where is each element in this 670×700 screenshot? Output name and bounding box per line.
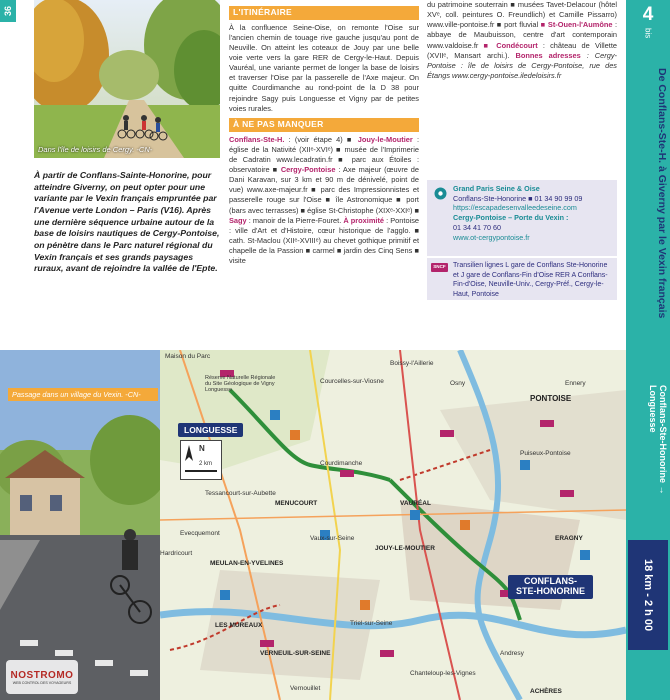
map-tag-conflans: CONFLANS-STE-HONORINE (508, 575, 593, 599)
info-line3: Cergy-Pontoise – Porte du Vexin : (453, 213, 569, 223)
place-condecourt: ■ Condécourt (483, 40, 538, 50)
a-ne-pas-manquer-heading: À NE PAS MANQUER (229, 118, 419, 132)
info-line4: 01 34 41 70 60 (453, 222, 501, 232)
intro-text: À partir de Conflans-Sainte-Honorine, pour atteindre Giverny, on peut opter pour une variante par le Vexin français empruntée par l'Avenue verte London – Paris (V16). Après une dernière séquence urbaine autour de la base de loisirs nautiques de Cergy-Pontoise, on pénètre dans le Parc naturel régional du Vexin français et ses grands paysages ruraux, avant de rejoindre la vallée de l'Epte. (34, 170, 220, 274)
scale-label: 2 km (199, 461, 213, 467)
train-info-text: Transilien lignes L gare de Conflans Ste-Honorine et J gare de Conflans-Fin d'Oise RER A Conflans-Fin-d'Oise, Neuville-Univ., Cergy-Préf., Cergy-le-Haut, Pontoise (453, 262, 608, 298)
place-sagy: Sagy (229, 215, 247, 225)
photo-cyclists-park (34, 0, 220, 158)
place-cergy: Cergy-Pontoise (280, 164, 336, 174)
publisher-logo: NOSTROMO WEB CONTROL DES VOYAGEURS (6, 660, 78, 694)
itineraire-text: À la confluence Seine-Oise, on remonte l'Oise sur l'ancien chemin de touage rive gauche jusqu'au pont de Neuville. On atteint les coteaux de Jouy par une belle voie verte vers la gare RER de Cergy-le-Haut. Depuis Vauréal, une variante permet de longer la base de loisirs et traverser l'Oise par la passerelle de l'Axe majeur. On quitte Courdimanche au rond-point de la D 38 pour rejoindre Sagy puis Longuesse et Vigny par de petites voies rurales. (229, 22, 419, 113)
photo-bottom-caption: Passage dans un village du Vexin. -CN- (8, 388, 158, 401)
stage-distance: 18 km - 2 h 00 (628, 540, 668, 650)
a-ne-pas-manquer-text: Conflans-Ste-H. : (voir étape 4) ■ Jouy-le-Moutier : église de la Nativité (XIIᵉ-XVIᵉ) ■ musée de l'Imprimerie de Cadratin www.lecadratin.fr ■ parc aux Étoiles : observatoire ■ Cergy-Pontoise : Axe majeur (œuvre de Dani Karavan, sur 3 km et 90 m de dénivelé, point de vue) www.axe-majeur.fr ■ parc des Impressionnistes et passerelle rouge sur l'Oise ■ île Astronomique ■ port (bars avec terrasses) ■ église St-Christophe (XIXᵉ-XXIᵉ) ■ Sagy : manoir de la Pierre-Fouret. À proximité : Pontoise : ville d'Art et d'Histoire, cœur historique de l'agglo. ■ cath. St-Maclou (XIIᵉ-XVIIIᵉ) au chevet gothique primitif et chapelle de la Passion ■ carmel ■ jardin des Cinq Sens ■ visite (229, 134, 420, 266)
info-line1: Conflans-Ste-Honorine ■ 01 34 90 99 09 (453, 193, 583, 203)
stage-number: 4 (642, 4, 654, 25)
stage-bis: bis (643, 28, 653, 39)
bonnes-adresses: Bonnes adresses (515, 50, 581, 60)
stage-subtitle: Conflans-Ste-Honorine → Longuesse (648, 385, 668, 495)
train-info-box (427, 258, 617, 300)
info-pin-icon (434, 187, 447, 200)
right-column: du patrimoine souterrain ■ musées Tavet-Delacour (hôtel XVᵉ, coll. peintures O. Freundlich) et Camille Pissarro) www.ville-pontoise.fr ■ port fluvial ■ St-Ouen-l'Aumône : abbaye de Maubuisson, centre d'art contemporain www.valdoise.fr ■ Condécourt : château de Villette (XVIIᵉ, Mansart archi.). Bonnes adresses : Cergy-Pontoise : île de loisirs de Cergy-Pontoise, rue des Étangs www.cergy-pontoise.iledeloisirs.fr (427, 0, 618, 80)
place-conflans: Conflans-Ste-H. (229, 134, 285, 144)
itineraire-heading: L'ITINÉRAIRE (229, 6, 419, 20)
middle-column (229, 6, 419, 266)
map-tag-longuesse: LONGUESSE (178, 423, 243, 437)
tourist-info-box (427, 180, 617, 256)
place-jouy: Jouy-le-Moutier (357, 134, 413, 144)
info-link1[interactable]: https://escapadesenvalleedeseine.com (453, 203, 577, 213)
a-proximite: À proximité (343, 215, 385, 225)
photo-caption: Dans l'île de loisirs de Cergy. -CN- (38, 145, 153, 154)
north-label: N (199, 444, 205, 453)
info-name: Grand Paris Seine & Oise (453, 184, 540, 193)
page-number: 36 (0, 0, 16, 22)
sncf-logo: SNCF (431, 263, 448, 272)
map-scale (180, 440, 222, 480)
place-st-ouen: ■ St-Ouen-l'Aumône (540, 20, 613, 30)
stage-title: De Conflans-Ste-H. à Giverny par le Vexin français (656, 67, 668, 319)
route-map: LONGUESSE CONFLANS-STE-HONORINE PONTOISE Maison du Parc Réserve Naturelle Régionale du Site Géologique de Vigny Longuesse Courcelles-sur-Viosne Boissy-l'Aillerie Osny Ennery Puiseux-Pontoise Courdimanche MENUCOURT VAURÉAL JOUY-LE-MOUTIER Vaux-sur-Seine ERAGNY MEULAN-EN-YVELINES LES MUREAUX Triel-sur-Seine VERNEUIL-SUR-SEINE Vernouillet Andresy ACHÈRES Chanteloup-les-Vignes Evecquemont Hardricourt Tessancourt-sur-Aubette (160, 350, 626, 700)
photo-village-cyclist (0, 350, 160, 700)
info-link2[interactable]: www.ot-cergypontoise.fr (453, 232, 530, 242)
